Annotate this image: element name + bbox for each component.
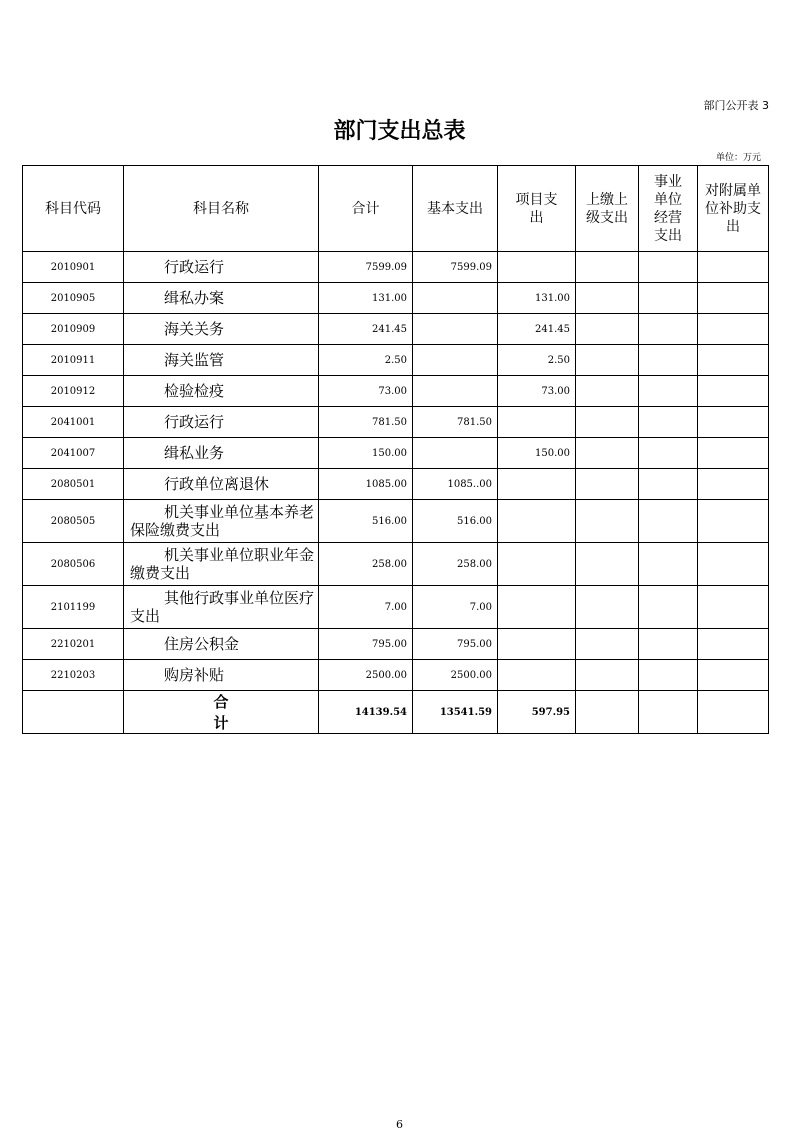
name-cell: 海关关务 xyxy=(124,314,319,345)
project-cell: 150.00 xyxy=(498,438,576,469)
table-row xyxy=(23,660,769,691)
business-cell xyxy=(639,345,698,376)
basic-cell: 2500.00 xyxy=(413,660,498,691)
name-cell: 购房补贴 xyxy=(124,660,319,691)
table-row xyxy=(23,629,769,660)
header-code: 科目代码 xyxy=(23,166,124,252)
subsidy-cell xyxy=(698,283,769,314)
total-business-cell xyxy=(639,691,698,734)
name-cell: 缉私业务 xyxy=(124,438,319,469)
upper-cell xyxy=(576,252,639,283)
total-cell: 7599.09 xyxy=(319,252,413,283)
subsidy-cell xyxy=(698,469,769,500)
subsidy-cell xyxy=(698,500,769,543)
total-basic-cell: 13541.59 xyxy=(413,691,498,734)
business-cell xyxy=(639,660,698,691)
total-cell: 7.00 xyxy=(319,586,413,629)
project-cell: 131.00 xyxy=(498,283,576,314)
business-cell xyxy=(639,629,698,660)
upper-cell xyxy=(576,438,639,469)
upper-cell xyxy=(576,376,639,407)
business-cell xyxy=(639,438,698,469)
total-upper-cell xyxy=(576,691,639,734)
form-number: 部门公开表 3 xyxy=(703,99,769,112)
code-cell: 2010912 xyxy=(23,376,124,407)
business-cell xyxy=(639,252,698,283)
unit-label: 单位：万元 xyxy=(715,153,761,163)
code-cell: 2041001 xyxy=(23,407,124,438)
business-cell xyxy=(639,314,698,345)
upper-cell xyxy=(576,345,639,376)
basic-cell xyxy=(413,345,498,376)
header-name: 科目名称 xyxy=(124,166,319,252)
header-upper: 上缴上级支出 xyxy=(576,166,639,252)
code-cell: 2210203 xyxy=(23,660,124,691)
name-cell: 海关监管 xyxy=(124,345,319,376)
name-cell: 行政运行 xyxy=(124,252,319,283)
name-cell: 检验检疫 xyxy=(124,376,319,407)
basic-cell: 7.00 xyxy=(413,586,498,629)
subsidy-cell xyxy=(698,438,769,469)
table-row xyxy=(23,314,769,345)
upper-cell xyxy=(576,543,639,586)
subsidy-cell xyxy=(698,345,769,376)
project-cell xyxy=(498,660,576,691)
table-row xyxy=(23,543,769,586)
code-cell: 2041007 xyxy=(23,438,124,469)
basic-cell: 781.50 xyxy=(413,407,498,438)
basic-cell: 516.00 xyxy=(413,500,498,543)
subsidy-cell xyxy=(698,586,769,629)
upper-cell xyxy=(576,314,639,345)
subsidy-cell xyxy=(698,660,769,691)
total-cell: 150.00 xyxy=(319,438,413,469)
project-cell xyxy=(498,543,576,586)
table-row xyxy=(23,469,769,500)
business-cell xyxy=(639,586,698,629)
name-cell: 缉私办案 xyxy=(124,283,319,314)
header-basic: 基本支出 xyxy=(413,166,498,252)
total-code-cell xyxy=(23,691,124,734)
business-cell xyxy=(639,469,698,500)
code-cell: 2080501 xyxy=(23,469,124,500)
upper-cell xyxy=(576,500,639,543)
project-cell: 73.00 xyxy=(498,376,576,407)
name-cell: 机关事业单位职业年金缴费支出 xyxy=(124,543,319,586)
business-cell xyxy=(639,376,698,407)
basic-cell: 795.00 xyxy=(413,629,498,660)
code-cell: 2080505 xyxy=(23,500,124,543)
project-cell xyxy=(498,252,576,283)
total-cell: 73.00 xyxy=(319,376,413,407)
project-cell xyxy=(498,586,576,629)
total-subsidy-cell xyxy=(698,691,769,734)
table-row xyxy=(23,586,769,629)
code-cell: 2010909 xyxy=(23,314,124,345)
subsidy-cell xyxy=(698,629,769,660)
table-row xyxy=(23,438,769,469)
project-cell xyxy=(498,407,576,438)
subsidy-cell xyxy=(698,252,769,283)
total-cell: 795.00 xyxy=(319,629,413,660)
basic-cell xyxy=(413,283,498,314)
page-title: 部门支出总表 xyxy=(333,118,466,144)
subsidy-cell xyxy=(698,314,769,345)
total-cell: 241.45 xyxy=(319,314,413,345)
name-cell: 行政运行 xyxy=(124,407,319,438)
table-row xyxy=(23,376,769,407)
upper-cell xyxy=(576,629,639,660)
table-row xyxy=(23,252,769,283)
project-cell xyxy=(498,629,576,660)
total-cell: 2.50 xyxy=(319,345,413,376)
table-row xyxy=(23,283,769,314)
total-cell: 2500.00 xyxy=(319,660,413,691)
code-cell: 2210201 xyxy=(23,629,124,660)
table-row xyxy=(23,407,769,438)
basic-cell: 7599.09 xyxy=(413,252,498,283)
business-cell xyxy=(639,543,698,586)
total-sum-cell: 14139.54 xyxy=(319,691,413,734)
upper-cell xyxy=(576,469,639,500)
table-row xyxy=(23,345,769,376)
total-label: 合计 xyxy=(124,691,319,734)
project-cell xyxy=(498,500,576,543)
upper-cell xyxy=(576,407,639,438)
total-cell: 1085.00 xyxy=(319,469,413,500)
total-cell: 516.00 xyxy=(319,500,413,543)
basic-cell: 258.00 xyxy=(413,543,498,586)
subsidy-cell xyxy=(698,376,769,407)
code-cell: 2010911 xyxy=(23,345,124,376)
business-cell xyxy=(639,283,698,314)
code-cell: 2080506 xyxy=(23,543,124,586)
business-cell xyxy=(639,500,698,543)
code-cell: 2010901 xyxy=(23,252,124,283)
header-project: 项目支出 xyxy=(498,166,576,252)
header-business: 事业单位经营支出 xyxy=(639,166,698,252)
total-project-cell: 597.95 xyxy=(498,691,576,734)
table-row xyxy=(23,500,769,543)
business-cell xyxy=(639,407,698,438)
expenditure-table xyxy=(22,165,769,734)
project-cell xyxy=(498,469,576,500)
header-subsidy: 对附属单位补助支出 xyxy=(698,166,769,252)
code-cell: 2101199 xyxy=(23,586,124,629)
upper-cell xyxy=(576,283,639,314)
basic-cell: 1085..00 xyxy=(413,469,498,500)
total-cell: 258.00 xyxy=(319,543,413,586)
name-cell: 其他行政事业单位医疗支出 xyxy=(124,586,319,629)
name-cell: 机关事业单位基本养老保险缴费支出 xyxy=(124,500,319,543)
name-cell: 行政单位离退休 xyxy=(124,469,319,500)
header-total: 合计 xyxy=(319,166,413,252)
total-cell: 781.50 xyxy=(319,407,413,438)
subsidy-cell xyxy=(698,543,769,586)
project-cell: 2.50 xyxy=(498,345,576,376)
code-cell: 2010905 xyxy=(23,283,124,314)
upper-cell xyxy=(576,660,639,691)
page-number: 6 xyxy=(396,1118,403,1131)
project-cell: 241.45 xyxy=(498,314,576,345)
name-cell: 住房公积金 xyxy=(124,629,319,660)
basic-cell xyxy=(413,314,498,345)
upper-cell xyxy=(576,586,639,629)
subsidy-cell xyxy=(698,407,769,438)
total-cell: 131.00 xyxy=(319,283,413,314)
header-row xyxy=(23,166,769,252)
total-row xyxy=(23,691,769,734)
basic-cell xyxy=(413,376,498,407)
basic-cell xyxy=(413,438,498,469)
